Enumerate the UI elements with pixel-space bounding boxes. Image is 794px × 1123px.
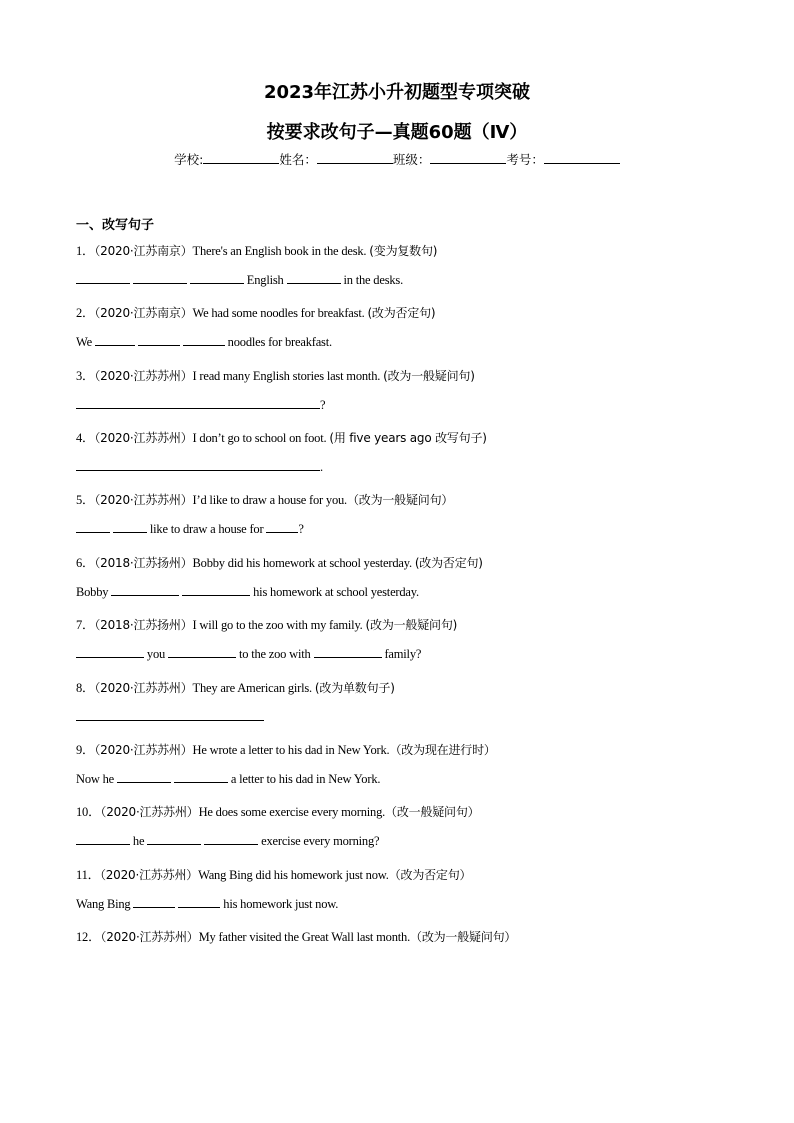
question-text: There's an English book in the desk. xyxy=(192,244,367,258)
answer-line-11 xyxy=(76,896,338,912)
answer-blank[interactable] xyxy=(76,833,130,845)
answer-blank[interactable] xyxy=(190,272,244,284)
question-3 xyxy=(76,366,475,384)
question-text: They are American girls. xyxy=(192,681,312,695)
answer-blank[interactable] xyxy=(266,521,298,533)
question-10 xyxy=(76,802,479,820)
question-task: （改一般疑问句） xyxy=(385,805,480,819)
answer-line-7 xyxy=(76,646,421,662)
answer-text: he xyxy=(130,834,148,848)
exam-number-blank[interactable] xyxy=(544,151,620,164)
answer-text: like to draw a house for xyxy=(146,522,267,536)
answer-blank[interactable] xyxy=(133,896,175,908)
answer-blank[interactable] xyxy=(95,334,135,346)
question-number: 1． xyxy=(76,244,95,258)
question-text: My father visited the Great Wall last month. xyxy=(198,930,411,944)
question-12 xyxy=(76,927,516,945)
question-source: （2020·江苏苏州） xyxy=(100,930,199,944)
answer-blank[interactable] xyxy=(138,334,180,346)
answer-blank[interactable] xyxy=(76,521,110,533)
answer-text: English xyxy=(243,273,287,287)
question-number: 2． xyxy=(76,306,95,320)
question-source: （2020·江苏苏州） xyxy=(94,743,193,757)
answer-blank[interactable] xyxy=(76,459,320,471)
answer-text: Bobby xyxy=(76,585,112,599)
question-text: We had some noodles for breakfast. xyxy=(192,306,365,320)
answer-text: exercise every morning? xyxy=(258,834,380,848)
question-source: （2018·江苏扬州） xyxy=(94,556,193,570)
answer-blank[interactable] xyxy=(183,334,225,346)
answer-blank[interactable] xyxy=(287,272,341,284)
question-number: 9． xyxy=(76,743,95,757)
question-source: （2020·江苏苏州） xyxy=(100,805,199,819)
answer-line-10 xyxy=(76,833,379,849)
answer-text: his homework at school yesterday. xyxy=(250,585,419,599)
question-text: I will go to the zoo with my family. xyxy=(192,618,363,632)
page-subtitle: 按要求改句子—真题60题（Ⅳ） xyxy=(266,122,528,143)
question-7 xyxy=(76,615,457,633)
question-task: （改为一般疑问句） xyxy=(410,930,517,944)
question-text: Wang Bing did his homework just now. xyxy=(198,868,389,882)
question-source: （2020·江苏苏州） xyxy=(94,369,193,383)
question-task: (用 five years ago 改写句子) xyxy=(329,431,487,445)
question-number: 7． xyxy=(76,618,95,632)
class-blank[interactable] xyxy=(430,151,506,164)
name-blank[interactable] xyxy=(317,151,393,164)
question-number: 6． xyxy=(76,556,95,570)
section-title: 一、改写句子 xyxy=(76,218,155,233)
question-8 xyxy=(76,678,395,696)
answer-line-4 xyxy=(76,459,323,475)
answer-line-5 xyxy=(76,521,304,537)
answer-blank[interactable] xyxy=(76,397,320,409)
answer-text: ? xyxy=(320,398,326,412)
answer-blank[interactable] xyxy=(168,646,236,658)
answer-text: ? xyxy=(298,522,304,536)
question-text: He does some exercise every morning. xyxy=(198,805,386,819)
question-source: （2020·江苏南京） xyxy=(94,244,193,258)
answer-line-9 xyxy=(76,771,380,787)
question-task: （改为一般疑问句） xyxy=(346,493,454,507)
question-text: He wrote a letter to his dad in New York. xyxy=(192,743,390,757)
answer-text: Wang Bing xyxy=(76,897,134,911)
answer-blank[interactable] xyxy=(133,272,187,284)
answer-blank[interactable] xyxy=(117,771,171,783)
name-label: 姓名： xyxy=(279,152,317,167)
question-2 xyxy=(76,303,435,321)
answer-line-2 xyxy=(76,334,332,350)
answer-text: . xyxy=(320,460,323,474)
question-task: (改为否定句) xyxy=(367,306,436,320)
question-task: （改为现在进行时） xyxy=(389,743,496,757)
answer-text: in the desks. xyxy=(340,273,404,287)
question-task: (改为一般疑问句) xyxy=(383,369,475,383)
question-11 xyxy=(76,865,471,883)
answer-blank[interactable] xyxy=(76,709,264,721)
answer-text: noodles for breakfast. xyxy=(224,335,332,349)
answer-text: We xyxy=(76,335,95,349)
answer-line-8 xyxy=(76,709,264,725)
answer-blank[interactable] xyxy=(182,584,250,596)
question-number: 4． xyxy=(76,431,95,445)
question-text: Bobby did his homework at school yesterday. xyxy=(192,556,412,570)
answer-blank[interactable] xyxy=(147,833,201,845)
answer-text: family? xyxy=(381,647,422,661)
answer-line-1 xyxy=(76,272,403,288)
question-number: 11． xyxy=(76,868,100,882)
question-4 xyxy=(76,428,487,446)
answer-blank[interactable] xyxy=(314,646,382,658)
answer-blank[interactable] xyxy=(178,896,220,908)
school-label: 学校: xyxy=(174,152,204,167)
answer-blank[interactable] xyxy=(204,833,258,845)
answer-text: Now he xyxy=(76,772,117,786)
question-9 xyxy=(76,740,496,758)
school-blank[interactable] xyxy=(203,151,279,164)
question-number: 3． xyxy=(76,369,95,383)
question-task: （改为否定句） xyxy=(388,868,472,882)
question-source: （2020·江苏苏州） xyxy=(94,493,193,507)
question-task: (改为单数句子) xyxy=(314,681,395,695)
answer-blank[interactable] xyxy=(174,771,228,783)
question-number: 5． xyxy=(76,493,95,507)
question-text: I don’t go to school on foot. xyxy=(192,431,327,445)
answer-text: you xyxy=(144,647,169,661)
student-info-line xyxy=(0,150,794,168)
question-text: I’d like to draw a house for you. xyxy=(192,493,347,507)
answer-blank[interactable] xyxy=(111,584,179,596)
question-task: (变为复数句) xyxy=(369,244,438,258)
answer-blank[interactable] xyxy=(113,521,147,533)
question-number: 10． xyxy=(76,805,101,819)
answer-blank[interactable] xyxy=(76,272,130,284)
question-task: (改为一般疑问句) xyxy=(365,618,458,632)
answer-line-6 xyxy=(76,584,419,600)
question-number: 8． xyxy=(76,681,95,695)
question-5 xyxy=(76,490,453,508)
page-title: 2023年江苏小升初题型专项突破 xyxy=(263,82,531,103)
question-source: （2020·江苏南京） xyxy=(94,306,193,320)
question-text: I read many English stories last month. xyxy=(192,369,381,383)
exam-number-label: 考号： xyxy=(506,152,544,167)
question-6 xyxy=(76,553,483,571)
question-source: （2020·江苏苏州） xyxy=(94,681,193,695)
answer-text: a letter to his dad in New York. xyxy=(227,772,381,786)
question-task: (改为否定句) xyxy=(414,556,483,570)
answer-blank[interactable] xyxy=(76,646,144,658)
question-source: （2020·江苏苏州） xyxy=(94,431,193,445)
class-label: 班级： xyxy=(392,152,431,167)
answer-text: to the zoo with xyxy=(236,647,314,661)
question-source: （2018·江苏扬州） xyxy=(94,618,193,632)
question-source: （2020·江苏苏州） xyxy=(99,868,199,882)
answer-line-3 xyxy=(76,397,325,413)
question-1 xyxy=(76,241,437,259)
answer-text: his homework just now. xyxy=(220,897,339,911)
question-number: 12． xyxy=(76,930,101,944)
